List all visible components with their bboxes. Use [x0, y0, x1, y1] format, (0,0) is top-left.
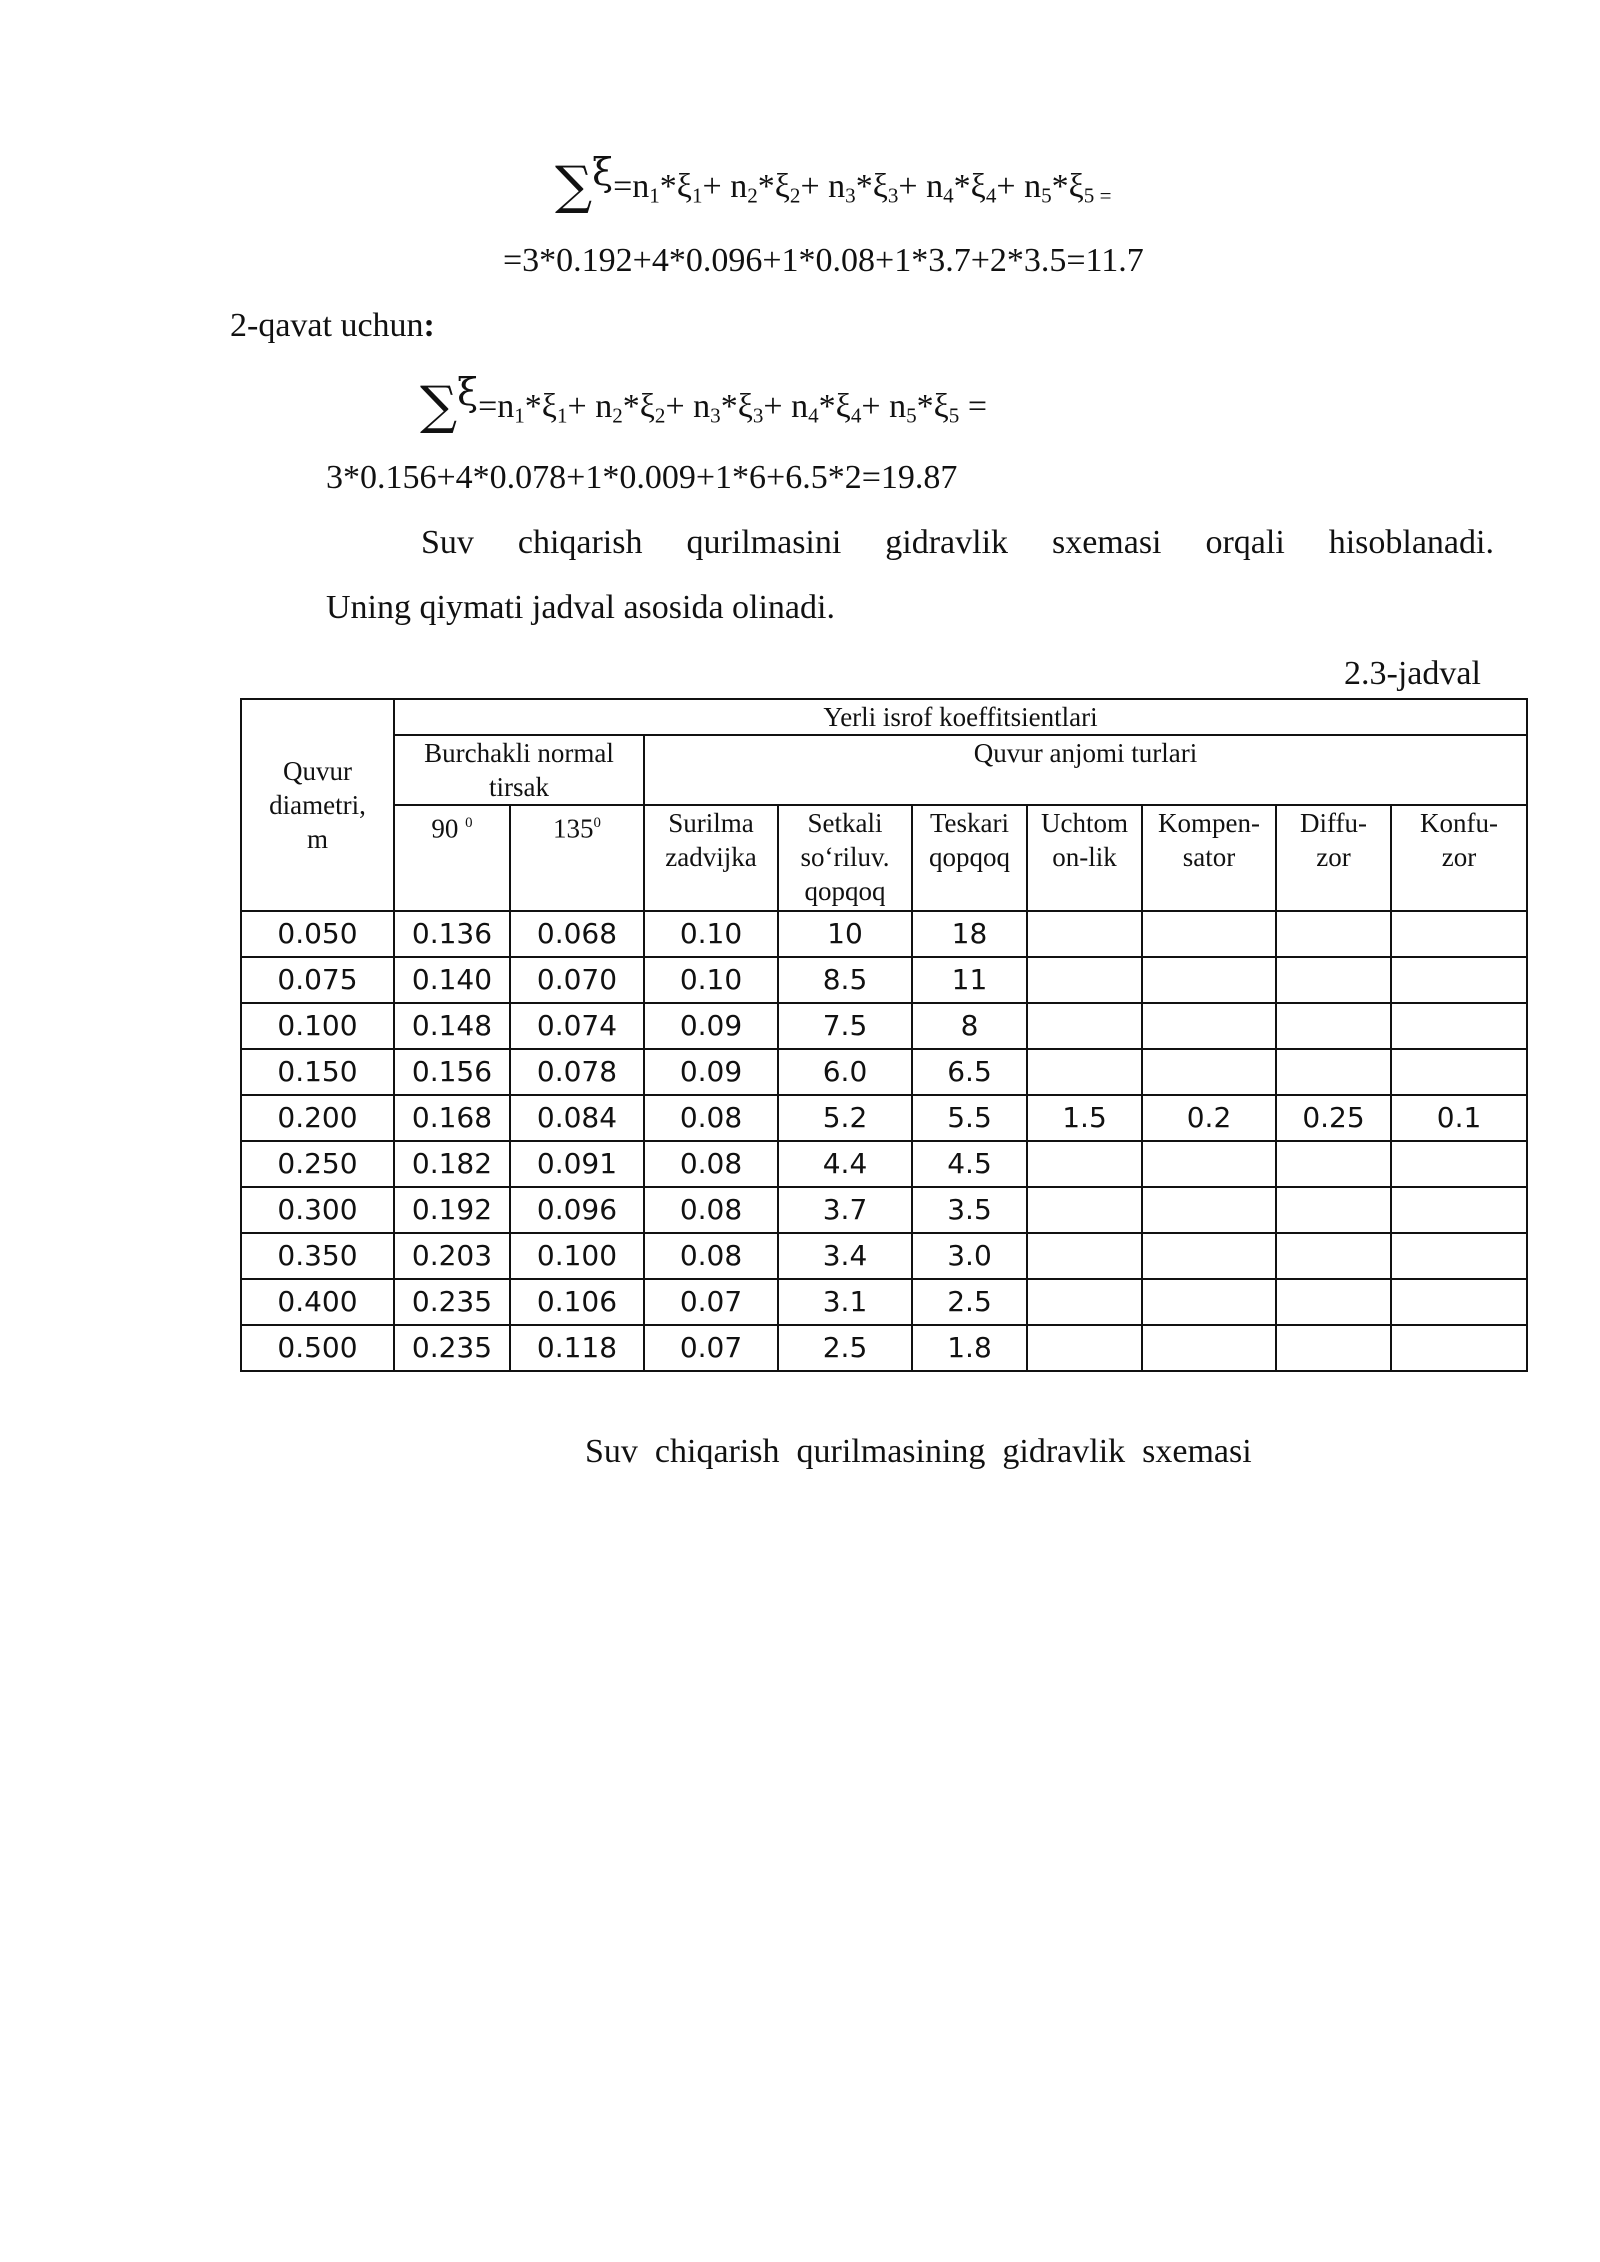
- angle-90-base: 90: [431, 813, 466, 844]
- formula-n: n: [730, 168, 748, 205]
- paragraph-word: hisoblanadi.: [1328, 524, 1494, 561]
- table-cell: 0.1: [1391, 1095, 1527, 1141]
- fitting-header-line: Teskari: [929, 808, 1010, 838]
- formula-n: n: [889, 388, 907, 425]
- table-cell: 6.0: [778, 1049, 912, 1095]
- table-cell: 0.091: [510, 1141, 644, 1187]
- formula-n: n: [632, 168, 650, 205]
- table-cell: [1391, 1187, 1527, 1233]
- table-cell: 0.106: [510, 1279, 644, 1325]
- diameter-header-line: diametri,: [269, 790, 366, 820]
- formula-2: [420, 370, 988, 436]
- table-cell: 0.10: [644, 911, 778, 957]
- table-cell: 0.084: [510, 1095, 644, 1141]
- table-cell: [1276, 1325, 1391, 1371]
- formula-operator: +: [898, 168, 927, 205]
- table-cell: 0.300: [241, 1187, 394, 1233]
- section-label: [230, 307, 435, 345]
- formula-n-index: 1: [649, 183, 660, 208]
- table-cell: [1276, 911, 1391, 957]
- table-cell: 0.150: [241, 1049, 394, 1095]
- formula-operator: +: [763, 388, 792, 425]
- formula-xi-index: 3: [752, 403, 764, 428]
- paragraph-word: orqali: [1205, 524, 1285, 561]
- formula-operator: *: [818, 388, 836, 425]
- formula-1-terms: [613, 168, 1112, 208]
- table-cell: 0.07: [644, 1279, 778, 1325]
- header-angle-135: [510, 805, 644, 911]
- table-cell: 0.09: [644, 1003, 778, 1049]
- table-cell: [1391, 1279, 1527, 1325]
- formula-xi: ξ: [970, 168, 986, 205]
- table-cell: 0.08: [644, 1187, 778, 1233]
- table-cell: 3.7: [778, 1187, 912, 1233]
- table-cell: 2.5: [778, 1325, 912, 1371]
- sum-symbol: ∑: [555, 156, 593, 216]
- table-cell: 5.2: [778, 1095, 912, 1141]
- paragraph-line-2: Uning qiymati jadval asosida olinadi.: [326, 589, 835, 626]
- table-row: [241, 1095, 1527, 1141]
- header-fitting-3: [912, 805, 1027, 911]
- table-cell: [1276, 1233, 1391, 1279]
- table-cell: 0.068: [510, 911, 644, 957]
- table-cell: 0.070: [510, 957, 644, 1003]
- header-fitting-7: [1391, 805, 1527, 911]
- table-cell: 0.200: [241, 1095, 394, 1141]
- xi-symbol: ξ: [592, 150, 614, 194]
- formula-n-index: 4: [943, 183, 954, 208]
- fitting-header-line: Kompen-: [1158, 808, 1260, 838]
- paragraph-word: sxemasi: [1051, 524, 1162, 561]
- table-cell: [1276, 1187, 1391, 1233]
- formula-2-result: 3*0.156+4*0.078+1*0.009+1*6+6.5*2=19.87: [326, 459, 958, 496]
- table-cell: 3.4: [778, 1233, 912, 1279]
- xi-symbol: ξ: [457, 370, 479, 414]
- table-cell: 2.5: [912, 1279, 1027, 1325]
- table-cell: [1027, 911, 1142, 957]
- table-cell: 0.203: [394, 1233, 510, 1279]
- table-cell: 7.5: [778, 1003, 912, 1049]
- table-cell: [1391, 911, 1527, 957]
- formula-n: n: [693, 388, 711, 425]
- formula-operator: *: [659, 168, 677, 205]
- header-elbow: [394, 735, 644, 805]
- table-cell: 0.050: [241, 911, 394, 957]
- table-cell: [1027, 1141, 1142, 1187]
- fitting-header-line: on-lik: [1052, 842, 1117, 872]
- formula-xi-index: 1: [556, 403, 568, 428]
- formula-1: [555, 150, 1112, 216]
- diameter-header-line: m: [306, 824, 328, 854]
- formula-operator: =: [613, 168, 633, 205]
- table-cell: [1027, 957, 1142, 1003]
- table-cell: 3.0: [912, 1233, 1027, 1279]
- angle-90-degree: 0: [465, 815, 473, 831]
- table-cell: [1391, 1141, 1527, 1187]
- fitting-header-line: zadvijka: [665, 842, 757, 872]
- formula-xi-index: 3: [887, 183, 899, 208]
- coefficients-table: [240, 698, 1528, 1372]
- table-cell: 0.192: [394, 1187, 510, 1233]
- table-cell: [1142, 1233, 1276, 1279]
- table-cell: 11: [912, 957, 1027, 1003]
- formula-xi-index: 1: [691, 183, 703, 208]
- formula-xi-index: 4: [985, 183, 997, 208]
- formula-n-index: 2: [747, 183, 758, 208]
- formula-xi-index: 5: [948, 403, 960, 428]
- formula-xi: ξ: [541, 388, 557, 425]
- formula-n: n: [497, 388, 515, 425]
- header-angle-90: [394, 805, 510, 911]
- fitting-header-line: zor: [1316, 842, 1351, 872]
- angle-135-base: 135: [553, 813, 594, 844]
- table-row: [241, 1233, 1527, 1279]
- table-cell: 0.25: [1276, 1095, 1391, 1141]
- fitting-header-line: Diffu-: [1300, 808, 1367, 838]
- formula-operator: +: [996, 168, 1025, 205]
- table-row: [241, 957, 1527, 1003]
- formula-n-index: 1: [514, 403, 525, 428]
- header-fitting-4: [1027, 805, 1142, 911]
- table-cell: 0.235: [394, 1279, 510, 1325]
- formula-operator: +: [861, 388, 890, 425]
- formula-xi-index: 2: [789, 183, 801, 208]
- paragraph-line-1: [421, 524, 1494, 562]
- table-row: [241, 1325, 1527, 1371]
- table-cell: 4.5: [912, 1141, 1027, 1187]
- elbow-header-line: tirsak: [489, 772, 549, 802]
- formula-n-index: 5: [906, 403, 917, 428]
- table-row: [241, 1049, 1527, 1095]
- formula-operator: =: [959, 388, 988, 425]
- table-cell: [1391, 957, 1527, 1003]
- table-cell: 0.148: [394, 1003, 510, 1049]
- fitting-header-line: Setkali: [807, 808, 883, 838]
- header-fitting-2: [778, 805, 912, 911]
- paragraph-word: chiqarish: [517, 524, 643, 561]
- table-cell: [1142, 1141, 1276, 1187]
- fitting-header-line: zor: [1441, 842, 1477, 872]
- formula-n: n: [1024, 168, 1042, 205]
- formula-n: n: [828, 168, 846, 205]
- table-cell: [1027, 1187, 1142, 1233]
- table-cell: 0.078: [510, 1049, 644, 1095]
- fitting-header-line: qopqoq: [929, 842, 1010, 872]
- table-cell: 0.118: [510, 1325, 644, 1371]
- formula-2-terms: [497, 388, 988, 428]
- table-cell: 0.08: [644, 1095, 778, 1141]
- formula-operator: *: [524, 388, 542, 425]
- table-cell: 0.100: [241, 1003, 394, 1049]
- header-group-top: Yerli isrof koeffitsientlari: [394, 699, 1527, 735]
- formula-n-index: 3: [845, 183, 856, 208]
- table-cell: 0.500: [241, 1325, 394, 1371]
- table-cell: [1391, 1049, 1527, 1095]
- formula-operator: +: [567, 388, 596, 425]
- fitting-header-line: Surilma: [668, 808, 754, 838]
- formula-xi: ξ: [1068, 168, 1084, 205]
- table-cell: [1142, 1003, 1276, 1049]
- table-cell: [1391, 1233, 1527, 1279]
- formula-xi: ξ: [774, 168, 790, 205]
- formula-n: n: [791, 388, 809, 425]
- fitting-header-line: qopqoq: [804, 876, 886, 906]
- table-cell: 0.075: [241, 957, 394, 1003]
- table-cell: 0.250: [241, 1141, 394, 1187]
- table-cell: 0.182: [394, 1141, 510, 1187]
- table-cell: 0.096: [510, 1187, 644, 1233]
- fitting-header-line: so‘riluv.: [800, 842, 890, 872]
- table-cell: [1027, 1233, 1142, 1279]
- table-cell: 0.09: [644, 1049, 778, 1095]
- table-cell: [1027, 1325, 1142, 1371]
- table-cell: 0.07: [644, 1325, 778, 1371]
- paragraph-word: Suv: [421, 524, 474, 561]
- formula-xi: ξ: [737, 388, 753, 425]
- fitting-header-line: sator: [1182, 842, 1236, 872]
- table-cell: 1.8: [912, 1325, 1027, 1371]
- diameter-header-line: Quvur: [283, 756, 352, 786]
- formula-xi: ξ: [933, 388, 949, 425]
- formula-operator: +: [665, 388, 694, 425]
- table-row: [241, 911, 1527, 957]
- formula-operator: *: [855, 168, 873, 205]
- table-cell: 1.5: [1027, 1095, 1142, 1141]
- sum-symbol: ∑: [420, 376, 458, 436]
- formula-n-index: 4: [808, 403, 819, 428]
- formula-xi-index: 5 =: [1083, 183, 1112, 208]
- formula-operator: *: [757, 168, 775, 205]
- formula-xi: ξ: [676, 168, 692, 205]
- table-row: [241, 1187, 1527, 1233]
- table-cell: [1142, 911, 1276, 957]
- formula-1-result: =3*0.192+4*0.096+1*0.08+1*3.7+2*3.5=11.7: [503, 242, 1144, 279]
- table-cell: [1276, 1141, 1391, 1187]
- header-fitting-5: [1142, 805, 1276, 911]
- table-cell: [1142, 1325, 1276, 1371]
- table-cell: [1142, 1279, 1276, 1325]
- header-fittings: Quvur anjomi turlari: [644, 735, 1527, 805]
- table-cell: 18: [912, 911, 1027, 957]
- fitting-header-line: Konfu-: [1420, 808, 1498, 838]
- table-cell: [1027, 1279, 1142, 1325]
- table-cell: [1391, 1325, 1527, 1371]
- header-fitting-6: [1276, 805, 1391, 911]
- table-cell: 8: [912, 1003, 1027, 1049]
- formula-xi: ξ: [639, 388, 655, 425]
- table-cell: [1027, 1049, 1142, 1095]
- table-row: [241, 1279, 1527, 1325]
- table-cell: 8.5: [778, 957, 912, 1003]
- formula-operator: *: [720, 388, 738, 425]
- angle-135-degree: 0: [593, 815, 601, 831]
- fitting-header-line: Uchtom: [1041, 808, 1128, 838]
- table-cell: 3.1: [778, 1279, 912, 1325]
- table-cell: [1027, 1003, 1142, 1049]
- formula-n-index: 2: [612, 403, 623, 428]
- table-cell: 6.5: [912, 1049, 1027, 1095]
- elbow-header-line: Burchakli normal: [424, 738, 614, 768]
- table-cell: 0.100: [510, 1233, 644, 1279]
- formula-operator: *: [1051, 168, 1069, 205]
- bottom-heading: Suv chiqarish qurilmasining gidravlik sxemasi: [585, 1433, 1252, 1470]
- table-cell: [1391, 1003, 1527, 1049]
- formula-operator: *: [622, 388, 640, 425]
- formula-operator: *: [916, 388, 934, 425]
- formula-xi-index: 4: [850, 403, 862, 428]
- table-cell: [1276, 1003, 1391, 1049]
- table-cell: 10: [778, 911, 912, 957]
- formula-xi-index: 2: [654, 403, 666, 428]
- table-cell: 4.4: [778, 1141, 912, 1187]
- formula-operator: +: [702, 168, 731, 205]
- table-cell: [1142, 957, 1276, 1003]
- table-row: [241, 1003, 1527, 1049]
- table-cell: 0.140: [394, 957, 510, 1003]
- section-label-text: 2-qavat uchun: [230, 307, 424, 344]
- table-cell: 0.08: [644, 1141, 778, 1187]
- table-cell: 0.08: [644, 1233, 778, 1279]
- table-cell: 0.10: [644, 957, 778, 1003]
- formula-xi: ξ: [835, 388, 851, 425]
- table-cell: 0.156: [394, 1049, 510, 1095]
- table-caption: 2.3-jadval: [1344, 655, 1481, 692]
- table-cell: 5.5: [912, 1095, 1027, 1141]
- formula-n: n: [595, 388, 613, 425]
- table-cell: 0.074: [510, 1003, 644, 1049]
- table-cell: [1276, 957, 1391, 1003]
- table-cell: [1142, 1187, 1276, 1233]
- formula-xi: ξ: [872, 168, 888, 205]
- table-cell: [1142, 1049, 1276, 1095]
- section-label-colon: :: [423, 307, 435, 344]
- header-fitting-1: [644, 805, 778, 911]
- table-cell: [1276, 1049, 1391, 1095]
- formula-operator: +: [800, 168, 829, 205]
- formula-n-index: 5: [1041, 183, 1052, 208]
- table-cell: [1276, 1279, 1391, 1325]
- table-cell: 3.5: [912, 1187, 1027, 1233]
- formula-n-index: 3: [710, 403, 721, 428]
- formula-2-lead: =: [478, 388, 498, 425]
- table-cell: 0.350: [241, 1233, 394, 1279]
- table-row: [241, 1141, 1527, 1187]
- table-cell: 0.136: [394, 911, 510, 957]
- paragraph-word: gidravlik: [885, 524, 1009, 561]
- header-diameter: [241, 699, 394, 911]
- table-cell: 0.400: [241, 1279, 394, 1325]
- paragraph-word: qurilmasini: [686, 524, 842, 561]
- table-cell: 0.2: [1142, 1095, 1276, 1141]
- formula-operator: *: [953, 168, 971, 205]
- table-cell: 0.168: [394, 1095, 510, 1141]
- table-cell: 0.235: [394, 1325, 510, 1371]
- formula-n: n: [926, 168, 944, 205]
